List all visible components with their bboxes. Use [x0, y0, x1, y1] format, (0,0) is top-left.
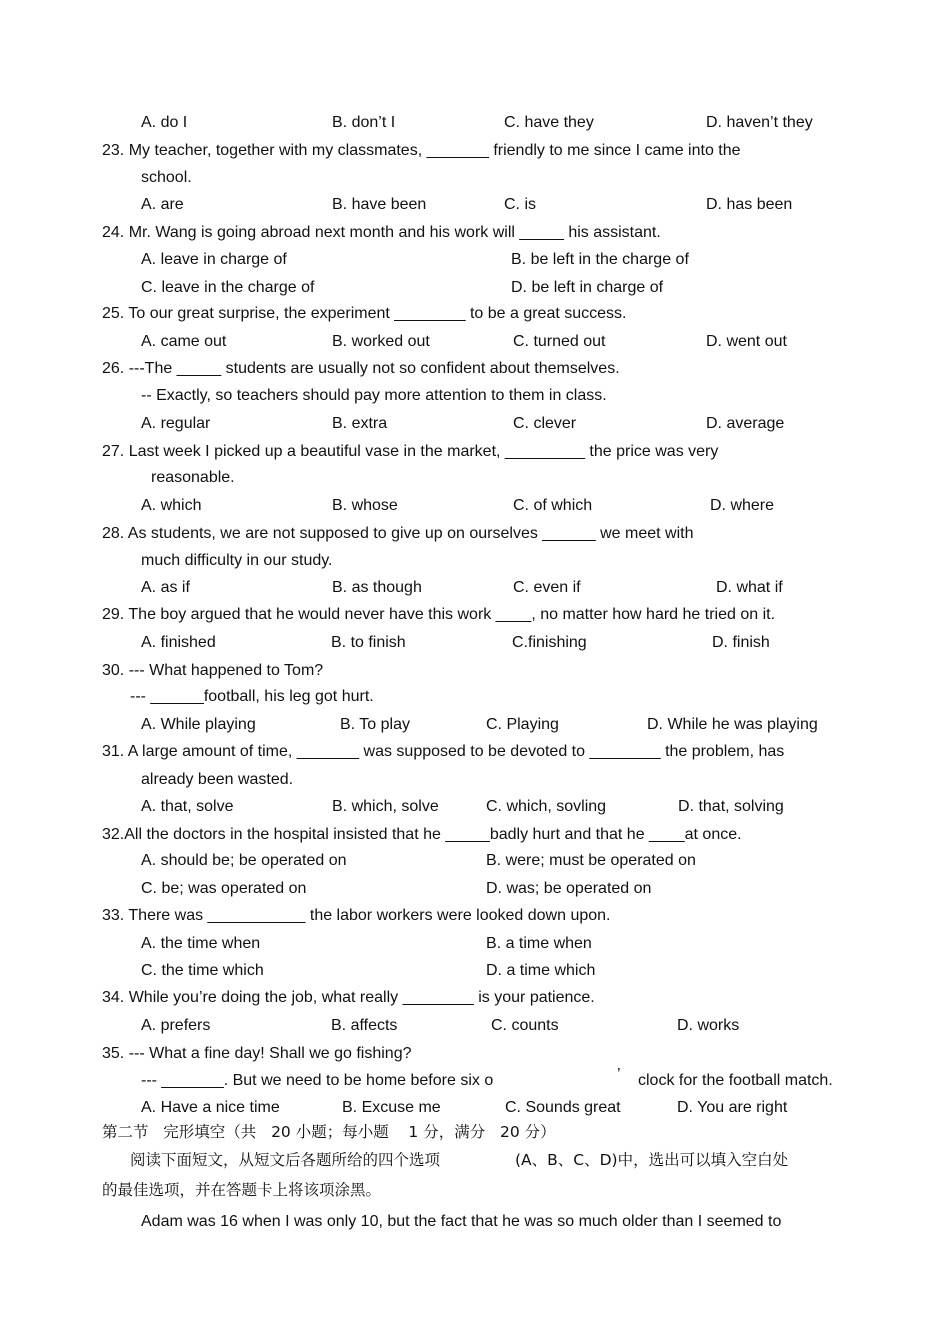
q29-option-c: C.finishing	[512, 634, 587, 651]
q26-option-d: D. average	[706, 415, 785, 432]
q25-option-c: C. turned out	[513, 333, 606, 350]
q31-option-b: B. which, solve	[332, 798, 439, 815]
q29-option-d: D. finish	[712, 634, 770, 651]
q26-stem: 26. ---The _____ students are usually not so confident about themselves.	[102, 360, 620, 377]
q33-option-d: D. a time which	[486, 962, 596, 979]
q28-option-d: D. what if	[716, 579, 783, 596]
q30-stem: 30. --- What happened to Tom?	[102, 662, 324, 679]
q32-option-c: C. be; was operated on	[141, 880, 307, 897]
q22-option-a: A. do I	[141, 114, 188, 131]
q28-stem-continued: much difficulty in our study.	[141, 552, 333, 569]
q28-stem: 28. As students, we are not supposed to give up on ourselves ______ we meet with	[102, 525, 694, 542]
q30-option-a: A. While playing	[141, 716, 256, 733]
q29-stem: 29. The boy argued that he would never have this work ____, no matter how hard he tried on it.	[102, 606, 776, 623]
q34-option-c: C. counts	[491, 1017, 559, 1034]
q35-option-b: B. Excuse me	[342, 1099, 441, 1116]
q29-option-a: A. finished	[141, 634, 216, 651]
q31-option-c: C. which, sovling	[486, 798, 607, 815]
section-instructions-line2: 的最佳选项，并在答题卡上将该项涂黑。	[102, 1181, 382, 1199]
q25-option-b: B. worked out	[332, 333, 430, 350]
q33-option-b: B. a time when	[486, 935, 592, 952]
q32-option-d: D. was; be operated on	[486, 880, 652, 897]
section-heading: 第二节 完形填空（共 20 小题；每小题 1 分，满分 20 分）	[102, 1123, 556, 1141]
q30-reply: --- ______football, his leg got hurt.	[130, 688, 374, 705]
q24-option-c: C. leave in the charge of	[141, 279, 315, 296]
q23-stem: 23. My teacher, together with my classmates, _______ friendly to me since I came into the	[102, 142, 741, 159]
q26-option-c: C. clever	[513, 415, 577, 432]
q28-option-a: A. as if	[141, 579, 190, 596]
q34-stem: 34. While you’re doing the job, what really ________ is your patience.	[102, 989, 595, 1006]
q22-option-b: B. don’t I	[332, 114, 396, 131]
q25-option-a: A. came out	[141, 333, 227, 350]
q27-stem-continued: reasonable.	[151, 469, 235, 486]
q23-stem-continued: school.	[141, 169, 192, 186]
q33-option-c: C. the time which	[141, 962, 264, 979]
q22-option-c: C. have they	[504, 114, 594, 131]
q24-stem: 24. Mr. Wang is going abroad next month and his work will _____ his assistant.	[102, 224, 661, 241]
q35-reply-start: --- _______. But we need to be home before six o	[141, 1072, 494, 1089]
q32-stem: 32.All the doctors in the hospital insisted that he _____badly hurt and that he ____at once.	[102, 826, 742, 843]
q34-option-a: A. prefers	[141, 1017, 211, 1034]
q26-reply: -- Exactly, so teachers should pay more attention to them in class.	[141, 387, 607, 404]
q28-option-b: B. as though	[332, 579, 422, 596]
q31-option-d: D. that, solving	[678, 798, 784, 815]
q27-option-c: C. of which	[513, 497, 593, 514]
q35-reply-end: clock for the football match.	[638, 1072, 833, 1089]
q23-option-a: A. are	[141, 196, 184, 213]
q35-reply-apostrophe: ’	[617, 1066, 621, 1083]
q33-option-a: A. the time when	[141, 935, 261, 952]
q23-option-d: D. has been	[706, 196, 793, 213]
q31-option-a: A. that, solve	[141, 798, 234, 815]
q33-stem: 33. There was ___________ the labor workers were looked down upon.	[102, 907, 611, 924]
q32-option-a: A. should be; be operated on	[141, 852, 347, 869]
q29-option-b: B. to finish	[331, 634, 406, 651]
q34-option-d: D. works	[677, 1017, 740, 1034]
q27-option-d: D. where	[710, 497, 775, 514]
section-instructions-line1-part2: (A、B、C、D)中，选出可以填入空白处	[515, 1151, 789, 1169]
q24-option-d: D. be left in charge of	[511, 279, 664, 296]
q32-option-b: B. were; must be operated on	[486, 852, 696, 869]
q24-option-a: A. leave in charge of	[141, 251, 287, 268]
q28-option-c: C. even if	[513, 579, 581, 596]
q23-option-c: C. is	[504, 196, 536, 213]
q35-stem: 35. --- What a fine day! Shall we go fishing?	[102, 1045, 412, 1062]
q27-option-a: A. which	[141, 497, 202, 514]
q30-option-b: B. To play	[340, 716, 410, 733]
q35-option-d: D. You are right	[677, 1099, 788, 1116]
q25-stem: 25. To our great surprise, the experiment ________ to be a great success.	[102, 305, 627, 322]
q25-option-d: D. went out	[706, 333, 787, 350]
q34-option-b: B. affects	[331, 1017, 398, 1034]
q26-option-a: A. regular	[141, 415, 211, 432]
q31-stem: 31. A large amount of time, _______ was supposed to be devoted to ________ the problem, has	[102, 743, 785, 760]
q27-option-b: B. whose	[332, 497, 398, 514]
q31-stem-continued: already been wasted.	[141, 771, 294, 788]
passage-first-line: Adam was 16 when I was only 10, but the fact that he was so much older than I seemed to	[141, 1213, 782, 1230]
q30-option-d: D. While he was playing	[647, 716, 818, 733]
section-instructions-line1-part1: 阅读下面短文，从短文后各题所给的四个选项	[130, 1151, 441, 1169]
q24-option-b: B. be left in the charge of	[511, 251, 689, 268]
q35-option-a: A. Have a nice time	[141, 1099, 280, 1116]
q35-option-c: C. Sounds great	[505, 1099, 621, 1116]
q30-option-c: C. Playing	[486, 716, 559, 733]
q22-option-d: D. haven’t they	[706, 114, 813, 131]
q23-option-b: B. have been	[332, 196, 427, 213]
q26-option-b: B. extra	[332, 415, 388, 432]
q27-stem: 27. Last week I picked up a beautiful vase in the market, _________ the price was very	[102, 443, 719, 460]
